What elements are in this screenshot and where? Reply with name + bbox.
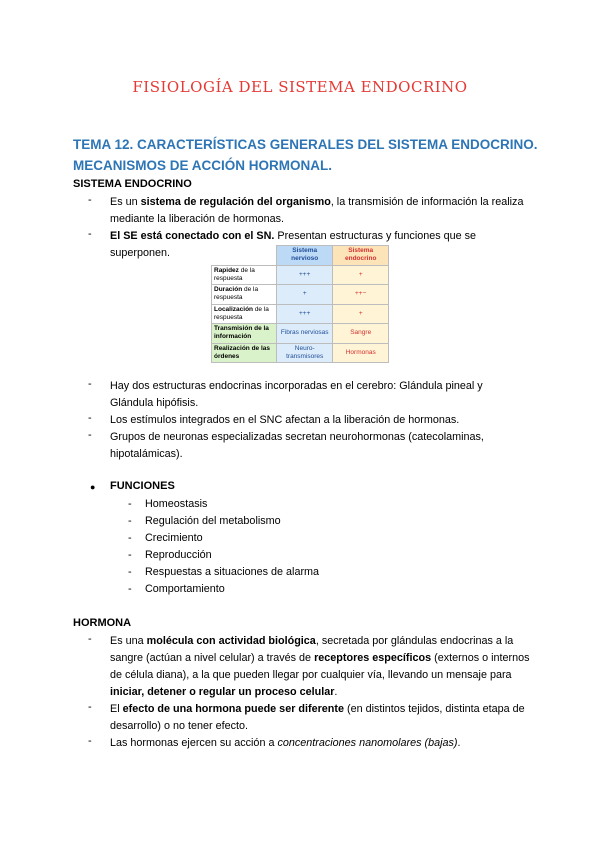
comparison-table [211, 245, 389, 363]
list-item: Es una molécula con actividad biológica, secretada por glándulas endocrinas a la sangre (actúan a nivel celular) a través de receptores específicos (externos o internos de célula diana), a la que pueden llegar por cualquier vía, llevando un mensaje para iniciar, detener o regular un proceso celular. [110, 635, 530, 698]
dash-marker: - [88, 633, 92, 645]
dash-marker: - [88, 735, 92, 747]
dash-marker: - [88, 412, 92, 424]
table-row: Localización de la respuesta +++ + [212, 304, 389, 324]
list-item: El SE está conectado con el SN. Presentan estructuras y funciones que se superponen. [110, 230, 477, 259]
col-header-endocrino: Sistema endocrino [333, 246, 389, 266]
list-item: Comportamiento [145, 583, 225, 595]
table-row: Duración de la respuesta + ++− [212, 285, 389, 305]
heading-sistema-endocrino: SISTEMA ENDOCRINO [73, 178, 192, 190]
list-item: El efecto de una hormona puede ser diferente (en distintos tejidos, distinta etapa de desarrollo) o no tener efecto. [110, 703, 525, 732]
bullet-dot: ● [90, 482, 96, 492]
dash-marker: - [88, 701, 92, 713]
list-item: Reproducción [145, 549, 212, 561]
list-item: Los estímulos integrados en el SNC afectan a la liberación de hormonas. [110, 414, 460, 426]
list-item: Es un sistema de regulación del organismo, la transmisión de información la realiza mediante la liberación de hormonas. [110, 196, 524, 225]
heading-funciones: FUNCIONES [110, 480, 175, 492]
heading-hormona: HORMONA [73, 617, 132, 629]
list-item: Las hormonas ejercen su acción a concentraciones nanomolares (bajas). [110, 737, 461, 749]
dash-marker: - [88, 378, 92, 390]
table-row: Transmisión de la información Fibras nerviosas Sangre [212, 324, 389, 344]
list-item: Hay dos estructuras endocrinas incorporadas en el cerebro: Glándula pineal y Glándula hipófisis. [110, 380, 483, 409]
list-item: Regulación del metabolismo [145, 515, 281, 527]
list-item: Homeostasis [145, 498, 208, 510]
dash-marker: - [88, 194, 92, 206]
list-item: Grupos de neuronas especializadas secretan neurohormonas (catecolaminas, hipotalámicas). [110, 431, 484, 460]
section-title: TEMA 12. CARACTERÍSTICAS GENERALES DEL SISTEMA ENDOCRINO. MECANISMOS DE ACCIÓN HORMONAL. [73, 137, 538, 173]
dash-marker: - [88, 429, 92, 441]
table-row: Realización de las órdenes Neuro-transmisores Hormonas [212, 343, 389, 363]
list-item: Crecimiento [145, 532, 203, 544]
document-title: FISIOLOGÍA DEL SISTEMA ENDOCRINO [132, 78, 468, 96]
dash-marker: - [88, 228, 92, 240]
col-header-nervioso: Sistema nervioso [277, 246, 333, 266]
table-row: Rapidez de la respuesta +++ + [212, 265, 389, 285]
list-item: Respuestas a situaciones de alarma [145, 566, 320, 578]
